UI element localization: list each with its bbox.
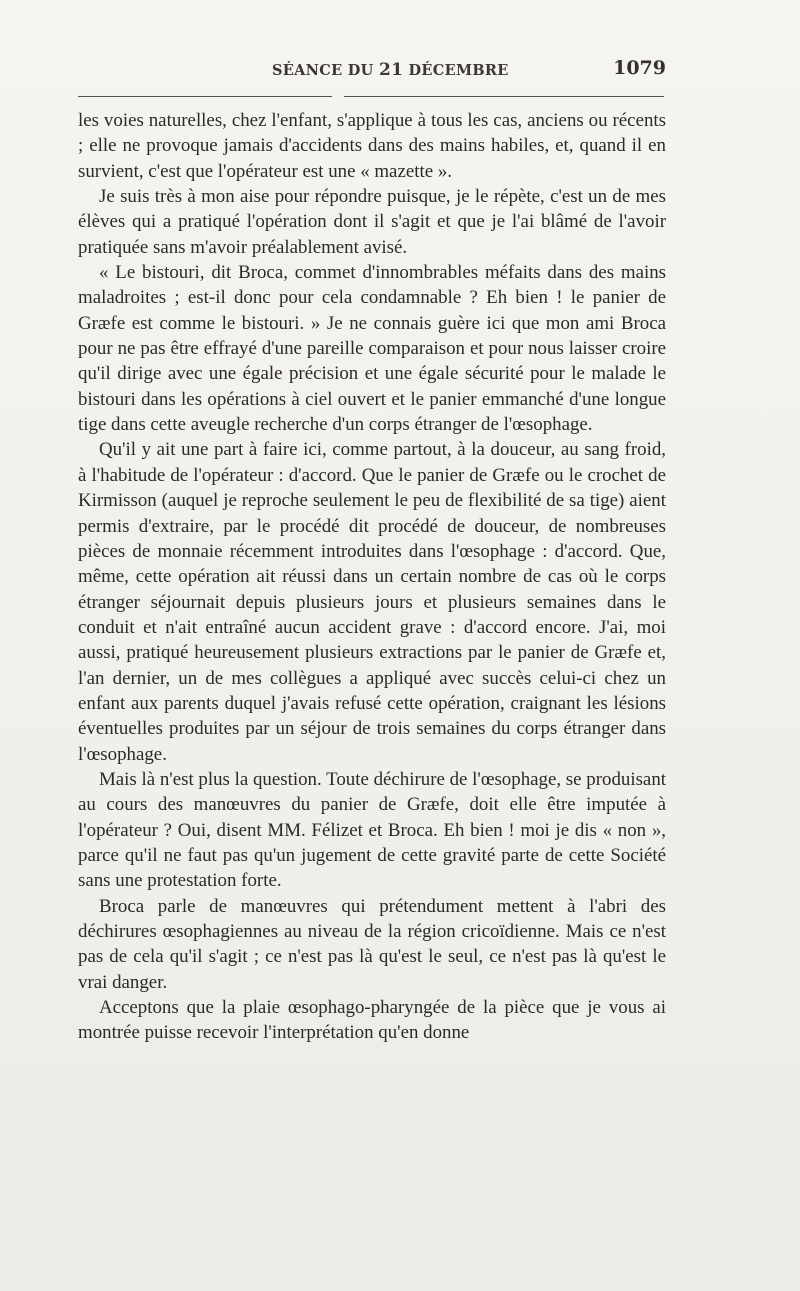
paragraph: Acceptons que la plaie œsophago-pharyngée de la pièce que je vous ai montrée puisse recevoir l'interprétation qu'en donne bbox=[78, 997, 666, 1044]
header-rule-left bbox=[78, 96, 332, 97]
title-number: 21 bbox=[378, 60, 404, 80]
paragraph-continued: les voies naturelles, chez l'enfant, s'applique à tous les cas, anciens ou récents ; elle ne provoque jamais d'accidents dans des mains habiles, et, quand il en survient, c'est que l'opérateur est une « mazette ». bbox=[78, 110, 666, 182]
paragraph: Qu'il y ait une part à faire ici, comme partout, à la douceur, au sang froid, à l'habitude de l'opérateur : d'accord. Que le panier de Græfe ou le crochet de Kirmisson (auquel je reproche seulement le peu de flexibilité de sa tige) aient permis d'extraire, par le procédé dit procédé de douceur, de nombreuses pièces de monnaie récemment introduites dans l'œsophage : d'accord. Que, même, cette opération ait réussi dans un certain nombre de cas où le corps étranger séjournait depuis plusieurs jours et plusieurs semaines dans le conduit et n'ait entraîné aucun accident grave : d'accord encore. J'ai, moi aussi, pratiqué heureusement plusieurs extractions par le panier de Græfe et, l'an dernier, un de mes collègues a appliqué avec succès celui-ci chez un enfant aux parents duquel j'avais refusé cette opération, craignant les lésions éventuelles produites par un séjour de trois semaines du corps étranger dans l'œsophage. bbox=[78, 439, 666, 765]
paragraph: Mais là n'est plus la question. Toute déchirure de l'œsophage, se produisant au cours des manœuvres du panier de Græfe, doit elle être imputée à l'opérateur ? Oui, disent MM. Félizet et Broca. Eh bien ! moi je dis « non », parce qu'il ne faut pas qu'un jugement de cette gravité parte de cette Société sans une protestation forte. bbox=[78, 768, 667, 892]
paragraph: « Le bistouri, dit Broca, commet d'innombrables méfaits dans des mains maladroites ; est-il donc pour cela condamnable ? Eh bien ! le panier de Græfe est comme le bistouri. » Je ne connais guère ici que mon ami Broca pour ne pas être effrayé d'une pareille comparaison et pour nous laisser croire qu'il dirige avec une égale précision et une égale sécurité pour le malade le bistouri dans les opérations à ciel ouvert et le panier emmanché d'une longue tige dans cette aveugle recherche d'un corps étranger de l'œsophage. bbox=[78, 262, 666, 436]
running-head bbox=[78, 58, 670, 86]
header-rule-right bbox=[344, 96, 664, 97]
paragraph: Je suis très à mon aise pour répondre puisque, je le répète, c'est un de mes élèves qui a pratiqué l'opération dont il s'agit et que je l'ai blâmé de l'avoir pratiquée sans m'avoir préalablement avisé. bbox=[78, 186, 666, 258]
running-head-title bbox=[272, 60, 509, 80]
body-text bbox=[78, 108, 666, 1046]
page-number: 1079 bbox=[613, 57, 666, 79]
paragraph: Broca parle de manœuvres qui prétendument mettent à l'abri des déchirures œsophagiennes au niveau de la région cricoïdienne. Mais ce n'est pas de cela qu'il s'agit ; ce n'est pas là qu'est le seul, ce n'est pas là qu'est le vrai danger. bbox=[78, 895, 666, 993]
title-prefix: SÉANCE DU bbox=[272, 62, 379, 79]
title-suffix: DÉCEMBRE bbox=[403, 62, 509, 79]
